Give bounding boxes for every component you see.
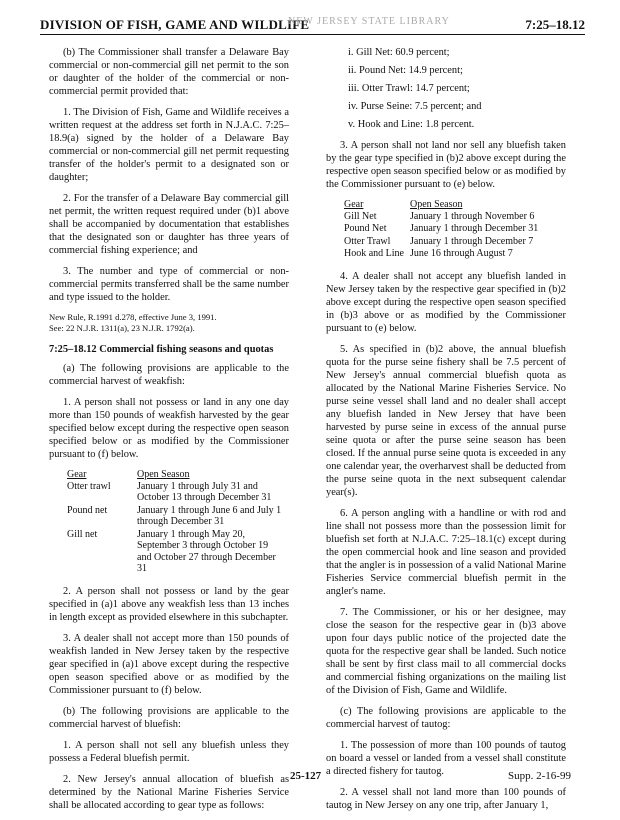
paragraph: 1. A person shall not sell any bluefish unless they possess a Federal bluefish permit.	[49, 739, 289, 764]
gear-cell: Otter trawl	[67, 480, 111, 492]
library-stamp: NEW JERSEY STATE LIBRARY	[288, 16, 450, 27]
supplement-date: Supp. 2-16-99	[508, 770, 571, 782]
weakfish-season-table	[67, 469, 289, 576]
paragraph: 1. The Division of Fish, Game and Wildlife receives a written request at the address set forth in N.J.A.C. 7:25–18.9(a) signed by the holder of a Delaware Bay commercial or non-commercial gill net permit requesting transfer of the holder's permit to a designated son or daughter;	[49, 107, 289, 183]
paragraph: (b) The following provisions are applicable to the commercial harvest of bluefish:	[49, 705, 289, 730]
right-column	[326, 46, 566, 820]
allocation-item: ii. Pound Net: 14.9 percent;	[348, 65, 463, 76]
paragraph: 1. The possession of more than 100 pounds of tautog on board a vessel or landed from a vessel shall constitute a directed fishery for tautog.	[326, 739, 566, 777]
table-header: Gear	[344, 199, 364, 210]
season-cell: January 1 through December 7	[410, 235, 534, 247]
gear-cell: Gill net	[67, 528, 98, 540]
allocation-item: i. Gill Net: 60.9 percent;	[348, 47, 450, 58]
table-row	[344, 236, 544, 249]
left-column	[49, 46, 289, 820]
header-rule	[40, 34, 585, 35]
paragraph: (c) The following provisions are applicable to the commercial harvest of tautog:	[326, 705, 566, 730]
table-row	[67, 481, 289, 505]
paragraph: 2. For the transfer of a Delaware Bay commercial gill net permit, the written request required under (b)1 above shall be accompanied by documentation that establishes that the designated son or daughter has three years of commercial fishing experience; and	[49, 193, 289, 256]
allocation-item: v. Hook and Line: 1.8 percent.	[348, 119, 475, 130]
table-row	[344, 223, 544, 236]
page-header	[40, 8, 585, 36]
table-row	[344, 211, 544, 224]
section-number: 7:25–18.12	[525, 17, 585, 32]
page-number: 25-127	[290, 770, 322, 782]
paragraph: 6. A person angling with a handline or with rod and line shall not possess more than the possession limit for bluefish set forth at N.J.A.C. 7:25–18.1(c) except during the open commercial hook and line season and provided that the angler is in possession of a valid National Marine Fisheries Service commercial bluefish permit in the angler's name.	[326, 507, 566, 597]
allocation-item: iv. Purse Seine: 7.5 percent; and	[348, 101, 482, 112]
paragraph: 5. As specified in (b)2 above, the annual bluefish quota for the purse seine fishery shall be 7.5 percent of New Jersey's annual commercial bluefish quota as allocated by the National Marine Fisheries Service. No purse seine vessel shall land and no dealer shall accept any bluefish landed in New Jersey that have been harvested by purse seine in excess of the annual purse seine quota or after the purse seine season has been closed. If the annual purse seine quota is exceeded in any one calendar year, the overharvest shall be deducted from the purse seine quota in the next subsequent calendar year(s).	[326, 343, 566, 498]
gear-cell: Gill Net	[344, 210, 377, 222]
paragraph: 2. A person shall not possess or land by the gear specified in (a)1 above any weakfish less than 13 inches in length except as provided elsewhere in this subchapter.	[49, 585, 289, 623]
table-header: Open Season	[137, 469, 190, 480]
season-cell: June 16 through August 7	[410, 248, 513, 259]
running-head: DIVISION OF FISH, GAME AND WILDLIFE	[40, 17, 310, 32]
table-header: Open Season	[410, 199, 463, 210]
gear-cell: Hook and Line	[344, 248, 404, 259]
table-row	[67, 529, 289, 576]
season-cell: January 1 through July 31 and October 13 through December 31	[137, 480, 272, 503]
paragraph: (b) The Commissioner shall transfer a Delaware Bay commercial or non-commercial gill net permit to the son or daughter of the holder of the commercial or non-commercial permit provided that:	[49, 47, 289, 97]
table-header-row	[67, 469, 289, 481]
paragraph: 4. A dealer shall not accept any bluefish landed in New Jersey taken by the respective gear specified in (b)2 above except during the respective open season specified in (b)3 above or as modified by the Commissioner pursuant to (e) below.	[326, 270, 566, 334]
gear-cell: Otter Trawl	[344, 235, 391, 247]
history-line: New Rule, R.1991 d.278, effective June 3, 1991.	[49, 312, 217, 322]
paragraph: 3. The number and type of commercial or non-commercial permits transferred shall be the same number and type issued to the holder.	[49, 266, 289, 303]
gear-cell: Pound Net	[344, 223, 387, 234]
allocation-item: iii. Otter Trawl: 14.7 percent;	[348, 83, 470, 94]
gear-cell: Pound net	[67, 504, 108, 516]
table-row	[344, 248, 544, 261]
paragraph: (a) The following provisions are applicable to the commercial harvest of weakfish:	[49, 363, 289, 387]
section-heading: 7:25–18.12 Commercial fishing seasons and quotas	[49, 344, 274, 355]
rule-history	[49, 312, 289, 333]
table-row	[67, 505, 289, 529]
season-cell: January 1 through May 20, September 3 through October 19 and October 27 through December 31	[137, 528, 276, 574]
paragraph: 1. A person shall not possess or land in any one day more than 150 pounds of weakfish harvested by the gear specified below except during the respective open season specified below or as modified by the Commissioner pursuant to (f) below.	[49, 397, 289, 460]
paragraph: 2. A vessel shall not land more than 100 pounds of tautog in New Jersey on any one trip, after January 1,	[326, 786, 566, 811]
season-cell: January 1 through June 6 and July 1 through December 31	[137, 504, 282, 527]
bluefish-season-table	[344, 199, 544, 261]
season-cell: January 1 through December 31	[410, 223, 539, 234]
table-header-row	[344, 199, 544, 211]
paragraph: 7. The Commissioner, or his or her designee, may close the season for the respective gear in (b)3 above upon four days public notice of the projected date the quota for the respective gear shall be landed. Such notice shall be sent by first class mail to all commercial docks and commercial fishing organizations on the mailing list of the Division of Fish, Game and Wildlife.	[326, 606, 566, 696]
paragraph: 3. A dealer shall not accept more than 150 pounds of weakfish landed in New Jersey taken by the respective gear specified in (a)1 above except during the respective open season specified above or as modified by the Commissioner pursuant to (f) below.	[49, 632, 289, 696]
history-line: See: 22 N.J.R. 1311(a), 23 N.J.R. 1792(a).	[49, 322, 195, 333]
paragraph: 3. A person shall not land nor sell any bluefish taken by the gear type specified in (b)2 above except during the respective open season specified below or as modified by the Commissioner pursuant to (e) below.	[326, 140, 566, 190]
paragraph: 2. New Jersey's annual allocation of bluefish as determined by the National Marine Fisheries Service shall be allocated according to gear type as follows:	[49, 773, 289, 811]
table-header: Gear	[67, 469, 87, 480]
season-cell: January 1 through November 6	[410, 210, 535, 222]
